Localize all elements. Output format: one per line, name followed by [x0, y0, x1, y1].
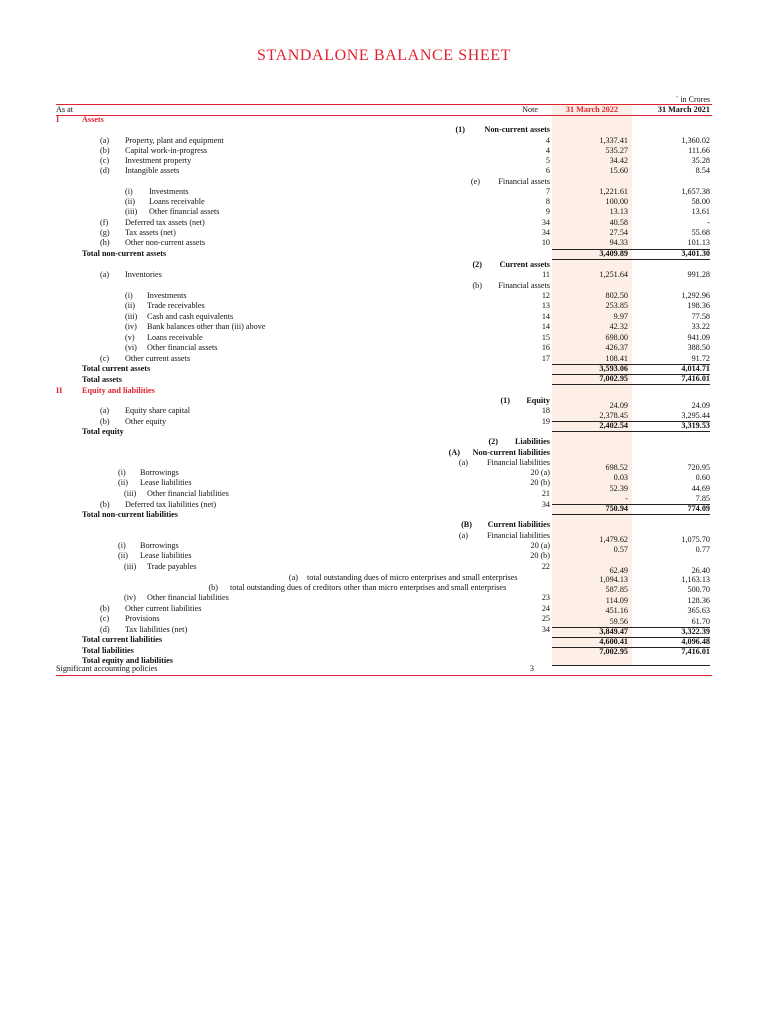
row-label: Other current liabilities: [125, 604, 202, 613]
row-value-2021: 941.09: [687, 333, 710, 342]
row-value-2022: 94.33: [609, 238, 628, 247]
row-label: Provisions: [125, 614, 160, 623]
as-at-label: As at: [56, 105, 74, 114]
footnote-note: 3: [529, 664, 534, 673]
row-value-2022: 62.49: [609, 566, 628, 575]
row-note: 17: [541, 354, 550, 363]
subhead-number: (2): [472, 260, 482, 269]
row-value-2022: 24.09: [609, 401, 628, 410]
row-value-2021: 500.70: [687, 585, 710, 594]
row-value-2021: 55.68: [691, 228, 710, 237]
row-note: 7: [545, 187, 550, 196]
total-value-2022: 3,593.06: [599, 364, 628, 373]
row-value-2021: 0.77: [695, 545, 710, 554]
subhead-number: (1): [455, 125, 465, 134]
row-value-2022: 27.54: [609, 228, 628, 237]
row-note: 16: [541, 343, 550, 352]
subhead-non-current-liabilities: Non-current liabilities: [472, 448, 550, 457]
row-value-2022: 34.42: [609, 156, 628, 165]
row-number: (c): [100, 354, 110, 363]
row-number: (iii): [125, 312, 138, 321]
row-number: (i): [125, 291, 133, 300]
row-value-2022: 9.97: [613, 312, 628, 321]
row-value-2021: 720.95: [687, 463, 710, 472]
row-value-2021: 1,075.70: [681, 535, 710, 544]
row-label: Investments: [147, 291, 187, 300]
total-value-2022: 750.94: [605, 504, 628, 513]
total-double-rule: [552, 665, 710, 666]
row-note: 20 (a): [530, 541, 550, 550]
total-label: Total assets: [82, 375, 122, 384]
row-value-2022: 3,849.47: [599, 627, 628, 636]
row-number: (ii): [118, 551, 129, 560]
row-value-2021: 111.66: [688, 146, 710, 155]
row-note: 14: [541, 312, 550, 321]
total-value-2021: 4,014.71: [681, 364, 710, 373]
subtotal-rule: [552, 514, 710, 515]
row-number: (iii): [125, 207, 138, 216]
row-value-2021: 7.85: [695, 494, 710, 503]
row-label: Deferred tax liabilities (net): [125, 500, 217, 509]
row-value-2022: 1,221.61: [599, 187, 628, 196]
row-label: Inventories: [125, 270, 162, 279]
total-label: Total current assets: [82, 364, 151, 373]
row-number: (g): [100, 228, 110, 237]
total-value-2021: 7,416.01: [681, 647, 710, 656]
row-value-2022: 0.03: [613, 473, 628, 482]
row-note: 34: [541, 218, 550, 227]
row-value-2021: 33.22: [691, 322, 710, 331]
row-value-2021: 388.50: [687, 343, 710, 352]
row-note: 4: [545, 136, 550, 145]
row-value-2021: -: [707, 218, 710, 227]
row-note: 34: [541, 500, 550, 509]
row-value-2022: 108.41: [605, 354, 628, 363]
row-number: (a): [288, 573, 298, 582]
row-number: (b): [208, 583, 218, 592]
row-note: 12: [541, 291, 550, 300]
section-number: II: [56, 386, 63, 395]
row-value-2022: 426.37: [605, 343, 628, 352]
row-value-2022: 802.50: [605, 291, 628, 300]
row-note: 14: [541, 322, 550, 331]
row-value-2022: 1,251.64: [599, 270, 628, 279]
section-heading-equity-liabilities: Equity and liabilities: [82, 386, 155, 395]
row-label: Lease liabilities: [140, 478, 192, 487]
row-label: Investments: [149, 187, 189, 196]
row-value-2021: 13.61: [691, 207, 710, 216]
row-value-2022: 1,094.13: [599, 575, 628, 584]
row-label: Other financial liabilities: [147, 593, 229, 602]
total-value-2021: 7,416.01: [681, 374, 710, 383]
row-label: Tax liabilities (net): [125, 625, 188, 634]
row-value-2022: 535.27: [605, 146, 628, 155]
row-note: 9: [545, 207, 550, 216]
note-header: Note: [522, 105, 538, 114]
row-value-2021: 35.28: [691, 156, 710, 165]
row-note: 18: [541, 406, 550, 415]
subhead-financial-assets: Financial assets: [498, 177, 550, 186]
row-note: 22: [541, 562, 550, 571]
row-value-2022: 15.60: [609, 166, 628, 175]
total-value-2021: 3,319.53: [681, 421, 710, 430]
section-heading-assets: Assets: [82, 115, 104, 124]
subhead-number: (B): [461, 520, 472, 529]
row-label: Lease liabilities: [140, 551, 192, 560]
row-value-2021: 128.36: [687, 596, 710, 605]
row-value-2022: 13.13: [609, 207, 628, 216]
row-value-2021: 8.54: [695, 166, 710, 175]
row-number: (a): [100, 406, 110, 415]
row-label: Other financial assets: [149, 207, 220, 216]
row-label: Other equity: [125, 417, 167, 426]
subhead-financial-assets: Financial assets: [498, 281, 550, 290]
total-label: Total equity: [82, 427, 124, 436]
row-label: Loans receivable: [147, 333, 203, 342]
row-number: (iii): [124, 562, 137, 571]
row-value-2022: 40.58: [609, 218, 628, 227]
currency-units: ` in Crores: [675, 95, 710, 104]
total-label: Total liabilities: [82, 646, 134, 655]
header-bottom-rule: [56, 115, 712, 116]
subhead-equity: Equity: [526, 396, 550, 405]
row-number: (d): [100, 625, 110, 634]
row-value-2021: 3,295.44: [681, 411, 710, 420]
row-note: 6: [545, 166, 550, 175]
subhead-current-liabilities: Current liabilities: [487, 520, 550, 529]
row-label: Borrowings: [140, 468, 179, 477]
subhead-number: (2): [488, 437, 498, 446]
row-value-2022: 451.16: [605, 606, 628, 615]
row-label: Other financial liabilities: [147, 489, 229, 498]
row-number: (i): [125, 187, 133, 196]
row-number: (b): [100, 604, 110, 613]
total-value-2021: 4,096.48: [681, 637, 710, 646]
row-value-2021: 26.40: [691, 566, 710, 575]
row-note: 10: [541, 238, 550, 247]
total-value-2022: 2,402.54: [599, 421, 628, 430]
row-value-2022: 59.56: [609, 617, 628, 626]
row-value-2022: 1,479.62: [599, 535, 628, 544]
row-value-2021: 58.00: [691, 197, 710, 206]
row-value-2021: 365.63: [687, 606, 710, 615]
row-value-2022: 253.85: [605, 301, 628, 310]
row-label: Equity share capital: [125, 406, 191, 415]
total-label: Total current liabilities: [82, 635, 163, 644]
row-label: Intangible assets: [125, 166, 180, 175]
subhead-non-current-assets: Non-current assets: [484, 125, 550, 134]
row-note: 11: [542, 270, 550, 279]
row-label: total outstanding dues of micro enterprises and small enterprises: [307, 573, 518, 582]
row-number: (c): [100, 156, 110, 165]
row-number: (ii): [118, 478, 129, 487]
total-value-2021: 774.09: [687, 504, 710, 513]
total-value-2022: 3,409.89: [599, 249, 628, 258]
row-value-2021: 91.72: [691, 354, 710, 363]
row-number: (b): [100, 417, 110, 426]
total-value-2022: 7,002.95: [599, 647, 628, 656]
total-value-2022: 4,600.41: [599, 637, 628, 646]
row-value-2021: 1,163.13: [681, 575, 710, 584]
row-number: (ii): [125, 197, 136, 206]
row-value-2022: 0.57: [613, 545, 628, 554]
row-value-2022: 42.32: [609, 322, 628, 331]
subhead-number: (a): [458, 458, 468, 467]
row-value-2022: 114.09: [605, 596, 628, 605]
subhead-number: (e): [470, 177, 480, 186]
row-note: 19: [541, 417, 550, 426]
row-label: Borrowings: [140, 541, 179, 550]
row-label: Bank balances other than (iii) above: [147, 322, 266, 331]
row-note: 24: [541, 604, 550, 613]
row-note: 23: [541, 593, 550, 602]
row-note: 20 (b): [530, 478, 550, 487]
row-number: (vi): [125, 343, 137, 352]
subtotal-rule: [552, 431, 710, 432]
row-number: (ii): [125, 301, 136, 310]
row-label: Trade receivables: [147, 301, 205, 310]
row-note: 34: [541, 228, 550, 237]
row-number: (b): [100, 146, 110, 155]
row-value-2022: -: [625, 494, 628, 503]
row-label: Tax assets (net): [125, 228, 176, 237]
subhead-number: (1): [500, 396, 510, 405]
subhead-liabilities: Liabilities: [514, 437, 550, 446]
row-value-2021: 1,292.96: [681, 291, 710, 300]
row-note: 20 (a): [530, 468, 550, 477]
row-number: (i): [118, 468, 126, 477]
row-value-2021: 101.13: [687, 238, 710, 247]
row-value-2021: 77.58: [691, 312, 710, 321]
row-value-2022: 100.00: [605, 197, 628, 206]
row-label: Loans receivable: [149, 197, 205, 206]
row-number: (a): [100, 136, 110, 145]
row-value-2022: 2,378.45: [599, 411, 628, 420]
row-value-2021: 0.60: [695, 473, 710, 482]
row-value-2022: 1,337.41: [599, 136, 628, 145]
total-label: Total equity and liabilities: [82, 656, 173, 665]
subhead-financial-liabilities: Financial liabilities: [487, 531, 550, 540]
row-value-2022: 698.00: [605, 333, 628, 342]
total-label: Total non-current liabilities: [82, 510, 178, 519]
row-note: 13: [541, 301, 550, 310]
row-label: Property, plant and equipment: [125, 136, 224, 145]
subhead-number: (b): [472, 281, 482, 290]
col-2021-header: 31 March 2021: [657, 105, 710, 114]
footnote-label: Significant accounting policies: [56, 664, 158, 673]
row-value-2021: 991.28: [687, 270, 710, 279]
row-note: 5: [545, 156, 550, 165]
col-2022-header: 31 March 2022: [565, 105, 619, 114]
row-value-2022: 698.52: [605, 463, 628, 472]
total-value-2021: 3,401.30: [681, 249, 710, 258]
row-note: 21: [541, 489, 550, 498]
row-number: (iii): [124, 489, 137, 498]
row-number: (h): [100, 238, 110, 247]
row-label: Other financial assets: [147, 343, 218, 352]
row-label: Trade payables: [147, 562, 197, 571]
row-label: Other current assets: [125, 354, 191, 363]
row-value-2021: 1,657.38: [681, 187, 710, 196]
row-number: (c): [100, 614, 110, 623]
row-note: 4: [545, 146, 550, 155]
row-value-2021: 24.09: [691, 401, 710, 410]
total-double-rule: [552, 384, 710, 385]
section-number: I: [56, 115, 60, 124]
page-title: STANDALONE BALANCE SHEET: [257, 47, 511, 64]
row-value-2021: 1,360.02: [681, 136, 710, 145]
row-label: Capital work-in-progress: [125, 146, 208, 155]
row-value-2021: 61.70: [691, 617, 710, 626]
row-value-2022: 587.85: [605, 585, 628, 594]
row-number: (f): [100, 218, 109, 227]
row-value-2021: 3,322.39: [681, 627, 710, 636]
total-value-2022: 7,002.95: [599, 374, 628, 383]
subtotal-rule: [552, 259, 710, 260]
row-value-2021: 198.36: [687, 301, 710, 310]
row-number: (d): [100, 166, 110, 175]
row-label: Cash and cash equivalents: [147, 312, 234, 321]
row-label: Deferred tax assets (net): [125, 218, 205, 227]
row-label: Other non-current assets: [125, 238, 206, 247]
row-note: 34: [541, 625, 550, 634]
row-label: total outstanding dues of creditors other than micro enterprises and small enterprises: [230, 583, 507, 592]
row-number: (a): [100, 270, 110, 279]
row-number: (i): [118, 541, 126, 550]
subhead-number: (A): [448, 448, 460, 457]
row-label: Investment property: [125, 156, 192, 165]
row-number: (iv): [125, 322, 137, 331]
row-note: 20 (b): [530, 551, 550, 560]
total-label: Total non-current assets: [82, 249, 167, 258]
row-note: 15: [541, 333, 550, 342]
row-value-2022: 52.39: [609, 484, 628, 493]
subhead-financial-liabilities: Financial liabilities: [487, 458, 550, 467]
subhead-number: (a): [458, 531, 468, 540]
row-number: (v): [125, 333, 135, 342]
row-value-2021: 44.69: [691, 484, 710, 493]
row-note: 25: [541, 614, 550, 623]
subhead-current-assets: Current assets: [499, 260, 550, 269]
footer-rule: [56, 675, 712, 676]
row-number: (iv): [124, 593, 136, 602]
row-number: (b): [100, 500, 110, 509]
row-note: 8: [545, 197, 550, 206]
